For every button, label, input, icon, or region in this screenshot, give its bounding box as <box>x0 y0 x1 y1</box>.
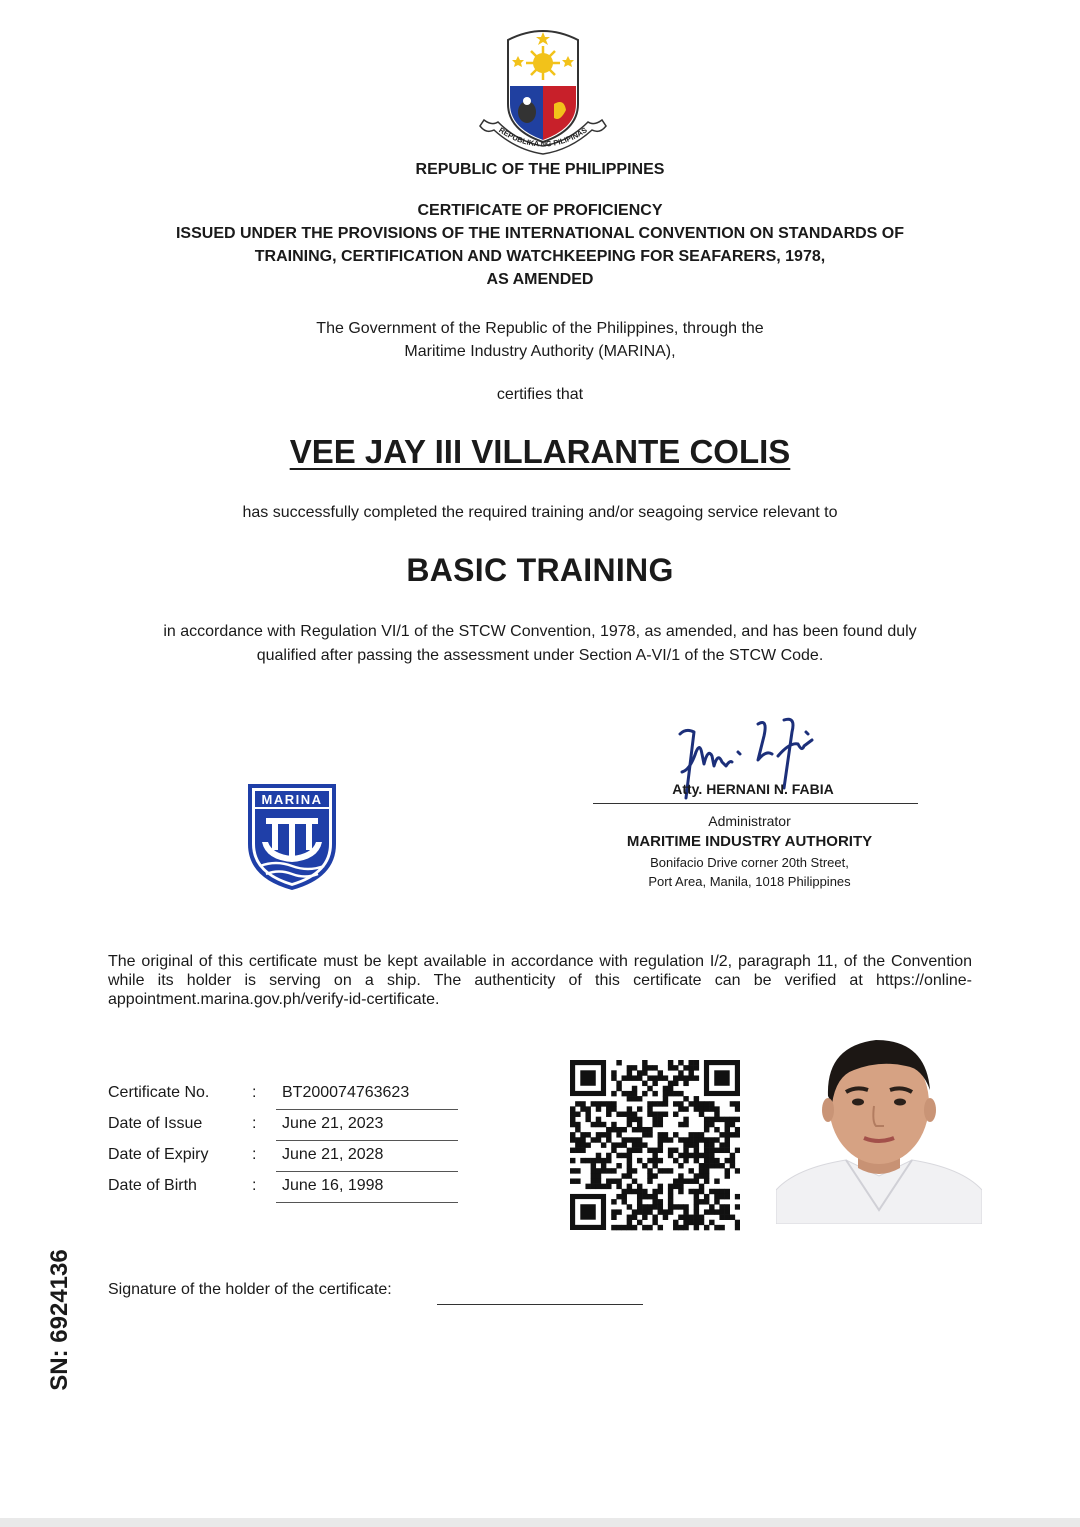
completed-text: has successfully completed the required training and/or seagoing service relevant to <box>242 504 838 521</box>
qr-code-icon <box>570 1060 740 1232</box>
certifies-text: certifies that <box>496 386 584 403</box>
address-line-1: Bonifacio Drive corner 20th Street, <box>650 855 849 870</box>
government-statement <box>0 317 1080 363</box>
regulation-statement <box>0 620 1080 668</box>
issued-line-2: TRAINING, CERTIFICATION AND WATCHKEEPING FOR SEAFARERS, 1978, <box>254 248 826 265</box>
date-of-issue-value: June 21, 2023 <box>276 1115 458 1141</box>
serial-number: SN: 6924136 <box>46 1249 73 1391</box>
field-colon: : <box>252 1177 257 1194</box>
certificate-heading <box>0 199 1080 291</box>
holder-signature-label: Signature of the holder of the certificate: <box>108 1281 392 1298</box>
gov-line-1: The Government of the Republic of the Philippines, through the <box>316 320 764 337</box>
date-of-birth-row <box>108 1175 460 1206</box>
holder-name-block <box>0 433 1080 471</box>
certificate-number-value: BT200074763623 <box>276 1084 458 1110</box>
course-title: BASIC TRAINING <box>406 552 674 588</box>
certificate-title: CERTIFICATE OF PROFICIENCY <box>417 202 663 219</box>
holder-name: VEE JAY III VILLARANTE COLIS <box>289 433 791 470</box>
field-colon: : <box>252 1084 257 1101</box>
date-of-issue-row <box>108 1113 460 1144</box>
field-label: Date of Issue <box>108 1115 203 1132</box>
field-label: Date of Expiry <box>108 1146 209 1163</box>
authenticity-notice: The original of this certificate must be kept available in accordance with regulation I/2, paragraph 11, of the Convention while its holder is serving on a ship. The authenticity of this certificate can be verified at https://online-appointment.marina.gov.ph/verify-id-certificate. <box>108 953 972 1008</box>
date-of-expiry-value: June 21, 2028 <box>276 1146 458 1172</box>
marina-logo-icon <box>246 782 338 892</box>
regulation-line-1: in accordance with Regulation VI/1 of the STCW Convention, 1978, as amended, and has been found duly <box>163 623 917 640</box>
date-of-birth-value: June 16, 1998 <box>276 1177 458 1203</box>
bottom-bar <box>0 1518 1080 1527</box>
authority-name: MARITIME INDUSTRY AUTHORITY <box>626 833 873 850</box>
signatory-name: Atty. HERNANI N. FABIA <box>672 781 834 797</box>
authority-address <box>593 853 906 891</box>
signatory-title: Administrator <box>708 813 791 829</box>
holder-signature-line <box>437 1304 643 1305</box>
philippine-seal-icon <box>476 26 610 156</box>
field-colon: : <box>252 1146 257 1163</box>
field-label: Certificate No. <box>108 1084 210 1101</box>
regulation-line-2: qualified after passing the assessment under Section A-VI/1 of the STCW Code. <box>256 647 824 664</box>
signature-line <box>593 803 918 804</box>
holder-photo <box>776 1020 982 1224</box>
address-line-2: Port Area, Manila, 1018 Philippines <box>648 874 851 889</box>
gov-line-2: Maritime Industry Authority (MARINA), <box>404 343 676 360</box>
certificate-number-row <box>108 1082 460 1113</box>
issued-line-1: ISSUED UNDER THE PROVISIONS OF THE INTERNATIONAL CONVENTION ON STANDARDS OF <box>175 225 905 242</box>
field-colon: : <box>252 1115 257 1132</box>
country-heading: REPUBLIC OF THE PHILIPPINES <box>415 161 665 178</box>
field-label: Date of Birth <box>108 1177 197 1194</box>
marina-logo-text: MARINA <box>261 792 323 807</box>
seal-banner-text: REPUBLIKA NG PILIPINAS <box>497 125 589 149</box>
issued-line-3: AS AMENDED <box>486 271 594 288</box>
date-of-expiry-row <box>108 1144 460 1175</box>
